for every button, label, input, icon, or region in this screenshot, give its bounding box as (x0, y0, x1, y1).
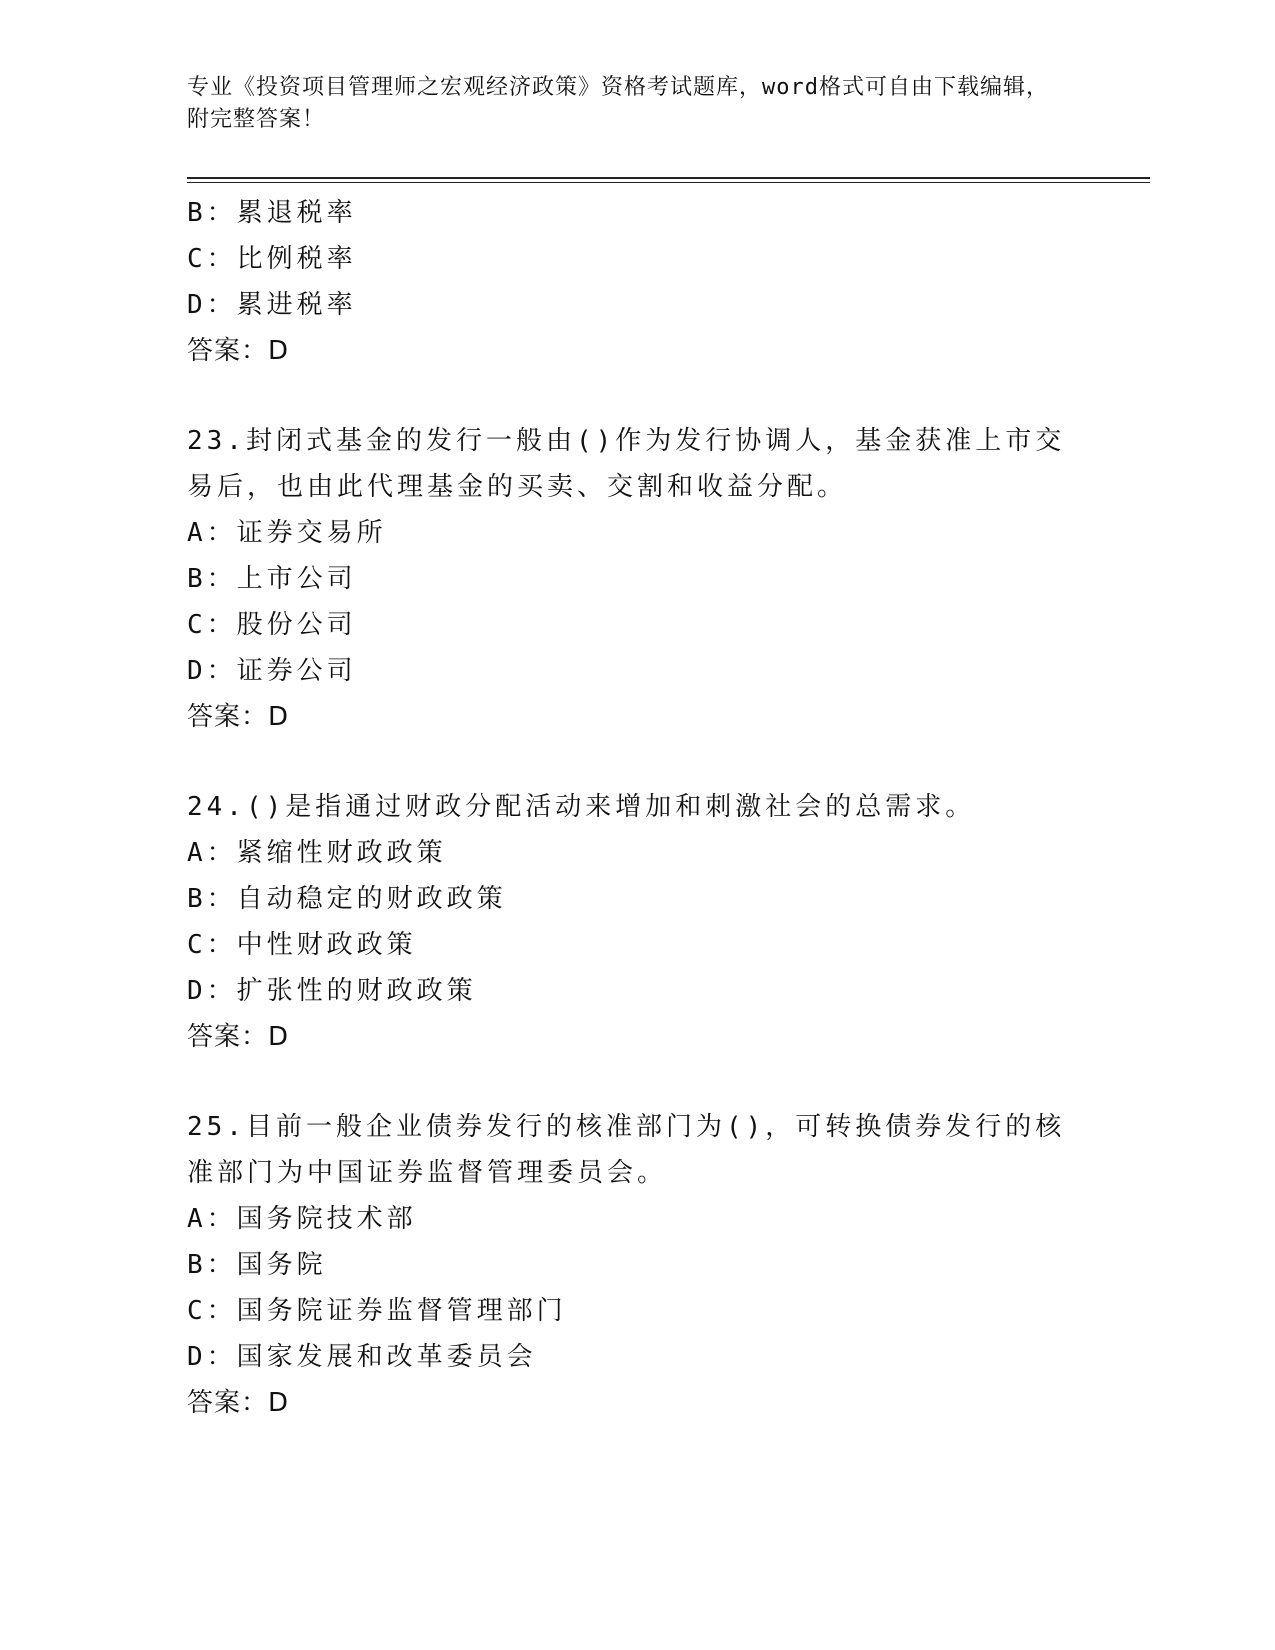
option-text: 国务院证券监督管理部门 (236, 1296, 567, 1326)
header-divider-thin (187, 182, 1150, 183)
option-b (187, 876, 1087, 922)
option-key: A： (187, 838, 237, 868)
option-key: B： (187, 1250, 237, 1280)
option-text: 比例税率 (236, 244, 357, 274)
option-d (187, 282, 1087, 328)
header-divider-thick (187, 177, 1150, 179)
option-key: C： (187, 610, 237, 640)
option-key: D： (187, 290, 237, 320)
option-c (187, 922, 1087, 968)
option-key: D： (187, 656, 237, 686)
option-key: B： (187, 884, 237, 914)
question-24 (187, 784, 1087, 1060)
question-25 (187, 1104, 1087, 1426)
option-b (187, 190, 1087, 236)
option-key: C： (187, 244, 237, 274)
option-a (187, 830, 1087, 876)
option-b (187, 1242, 1087, 1288)
option-text: 中性财政政策 (236, 930, 417, 960)
question-23 (187, 418, 1087, 740)
option-c (187, 236, 1087, 282)
answer-line: 答案：D (187, 336, 290, 366)
answer-line: 答案：D (187, 1022, 290, 1052)
question-text: 24.()是指通过财政分配活动来增加和刺激社会的总需求。 (187, 792, 976, 822)
page-header-description: 专业《投资项目管理师之宏观经济政策》资格考试题库，word格式可自由下载编辑，附完整答案！ (187, 75, 1049, 132)
option-d (187, 968, 1087, 1014)
option-text: 国家发展和改革委员会 (236, 1342, 537, 1372)
option-text: 国务院 (236, 1250, 327, 1280)
option-c (187, 602, 1087, 648)
option-a (187, 510, 1087, 556)
option-key: C： (187, 930, 237, 960)
option-text: 国务院技术部 (236, 1204, 417, 1234)
option-key: B： (187, 198, 237, 228)
option-c (187, 1288, 1087, 1334)
question-list (187, 190, 1087, 1426)
option-d (187, 648, 1087, 694)
option-text: 证券交易所 (236, 518, 387, 548)
answer-line: 答案：D (187, 702, 290, 732)
option-text: 紧缩性财政政策 (236, 838, 447, 868)
answer-line: 答案：D (187, 1388, 290, 1418)
option-key: A： (187, 1204, 237, 1234)
option-key: C： (187, 1296, 237, 1326)
option-key: A： (187, 518, 237, 548)
option-text: 证券公司 (236, 656, 357, 686)
option-text: 累退税率 (236, 198, 357, 228)
option-text: 累进税率 (236, 290, 357, 320)
question-text: 25.目前一般企业债券发行的核准部门为()，可转换债券发行的核准部门为中国证券监督管理委员会。 (187, 1112, 1066, 1188)
question-text: 23.封闭式基金的发行一般由()作为发行协调人，基金获准上市交易后，也由此代理基金的买卖、交割和收益分配。 (187, 426, 1066, 502)
question-22-continuation (187, 190, 1087, 374)
option-key: D： (187, 1342, 237, 1372)
option-key: B： (187, 564, 237, 594)
option-d (187, 1334, 1087, 1380)
option-text: 股份公司 (236, 610, 357, 640)
option-text: 上市公司 (236, 564, 357, 594)
option-a (187, 1196, 1087, 1242)
option-key: D： (187, 976, 237, 1006)
option-b (187, 556, 1087, 602)
option-text: 扩张性的财政政策 (236, 976, 477, 1006)
option-text: 自动稳定的财政政策 (236, 884, 507, 914)
